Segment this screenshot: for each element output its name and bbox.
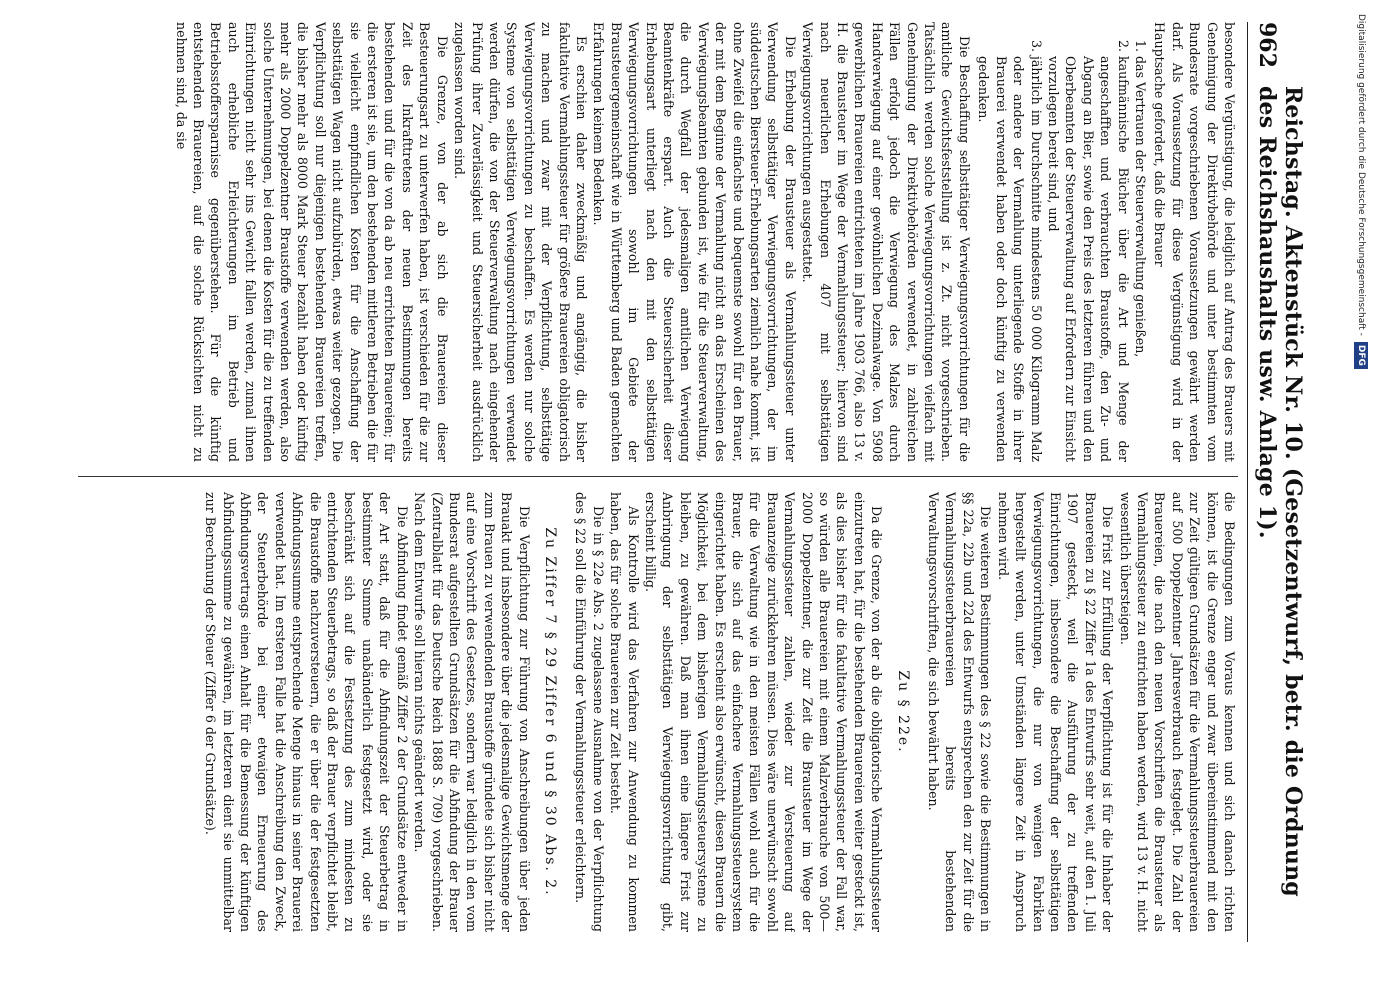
paragraph: besondere Vergünstigung, die lediglich auf Antrag des Brauers mit Genehmigung der Direktivbehörde und unter bestimmten vom Bundesrate vorgeschriebenen Voraussetzungen gewährt werden darf. Als Voraussetzung für diese Vergünstigung wird in der Hauptsache gefordert, daß die Brauer	[1152, 22, 1237, 462]
digitization-note-text	[1352, 14, 1370, 634]
list-item: 3. jährlich im Durchschnitte mindestens 50 000 Kilogramm Malz oder andere der Vermahlung unterliegende Stoffe in ihrer Brauerei verwendet haben oder doch künftig zu verwenden gedenken.	[975, 56, 1045, 462]
paragraph: Die weiteren Bestimmungen des § 22 sowie die Bestimmungen in §§ 22a, 22b und 22d des Entwurfs entsprechen den zur Zeit für die Vermahlungssteuerbrauereien bereits bestehenden Verwaltungsvorschriften, die sich bewährt haben.	[926, 492, 994, 932]
requirements-list	[975, 22, 1149, 462]
page-number: 962	[1254, 22, 1280, 68]
section-heading: Zu Ziffer 7 § 29 Ziffer 6 und § 30 Abs. 2.	[541, 527, 558, 897]
paragraph: Da die Grenze, von der ab die obligatorische Vermahlungssteuer einzutreten hat, für die bestehenden Brauereien weiter gesteckt ist, als dies bisher für die fakultative Vermahlungssteuer der Fall war, so würden alle Brauereien mit einem Malzverbrauche von 500—2000 Doppelzentner, die zur Zeit die Brausteuer im Wege der Vermahlungssteuer zahlen, wieder zur Versteuerung auf Brauanzeige zurückkehren müssen. Dies wäre unerwünscht sowohl für die Verwaltung wie in den meisten Fällen wohl auch für die Brauer, die sich auf das einfachere Vermahlungssteuersystem eingerichtet haben. Es erscheint also erwünscht, diesen Brauern die Möglichkeit, bei dem bisherigen Vermahlungssteuersysteme zu bleiben, zu gewähren. Daß man ihnen eine längere Frist zur Anbringung der selbsttätigen Verwiegungsvorrichtung gibt, erscheint billig.	[643, 492, 885, 932]
funding-credit: Digitalisierung gefördert durch die Deutsche Forschungsgemeinschaft -	[1356, 14, 1366, 336]
section-heading: Zu § 22e.	[894, 670, 911, 754]
paragraph: Die Verpflichtung zur Führung von Anschreibungen über jeden Brauakt und insbesondere über die jedesmalige Gewichtsmenge der zum Brauen zu verwendenden Braustoffe gründete sich bisher nicht auf eine Vorschrift des Gesetzes, sondern war lediglich in den vom Bundesrat aufgestellten Grundsätzen für die Abfindung der Brauer (Zentralblatt für das Deutsche Reich 1888 S. 709) vorgeschrieben. Nach dem Entwurfe soll hieran nichts geändert werden.	[412, 492, 532, 932]
running-title: Reichstag. Aktenstück Nr. 10. (Gesetzentwurf, betr. die Ordnung des Reichshaushalts usw. Anlage 1).	[1254, 85, 1306, 897]
paragraph: Die in § 22e Abs. 2 zugelassene Ausnahme von der Verpflichtung des § 22 soll die Einführung der Vermahlungssteuer erleichtern.	[573, 492, 606, 932]
dfg-logo: DFG	[1354, 342, 1368, 369]
paragraph: Die Frist zur Erfüllung der Verpflichtung ist für die Inhaber der Brauereien zu § 22 Ziffer 1a des Entwurfs sehr weit, auf den 1. Juli 1907 gesteckt, weil die Ausführung der zu treffenden Einrichtungen, insbesondere die Beschaffung der selbsttätigen Verwiegungsvorrichtungen, die nur von wenigen Fabriken hergestellt werden, unter Umständen längere Zeit in Anspruch nehmen wird.	[995, 492, 1116, 932]
paragraph: Die Abfindung findet gemäß Ziffer 2 der Grundsätze entweder in der Art statt, daß für die Abfindungszeit der Steuerbetrag in bestimmter Summe unabänderlich festgesetzt wird, oder sie beschränkt sich auf die Festsetzung des zum mindesten zu entrichtenden Steuerbetrags, so daß der Brauer verpflichtet bleibt, die Braustoffe nachzuversteuern, die er über die der festgesetzten Abfindungssumme entsprechende Menge hinaus in seiner Brauerei verwendet hat. Im ersteren Falle hat die Anschreibung den Zweck, der Steuerbehörde bei einer etwaigen Erneuerung des Abfindungsvertrags einen Anhalt für die Bemessung der künftigen Abfindungssumme zu gewähren, im letzteren dient sie unmittelbar zur Berechnung der Steuer (Ziffer 6 der Grundsätze).	[203, 492, 410, 932]
right-column	[68, 492, 1238, 932]
rotated-page	[64, 22, 1306, 942]
paragraph: Die Beschaffung selbsttätiger Verwiegungsvorrichtungen für die amtliche Gewichtsfeststellung ist z. Zt. nicht vorgeschrieben. Tatsächlich werden solche Verwiegungsvorrichtungen vielfach mit Genehmigung der Direktivbehörden verwendet, in zahlreichen Fällen erfolgt jedoch die Verwiegung des Malzes durch Handverwiegung auf einer gewöhnlichen Dezimalwage. Von 5908 gewerblichen Brauereien entrichteten im Jahre 1903 766, also 13 v. H. die Brausteuer im Wege der Vermahlungssteuer; hiervon sind nach neuerlichen Erhebungen 407 mit selbsttätigen Verwiegungsvorrichtungen ausgestattet.	[800, 22, 972, 462]
list-item: 2. kaufmännische Bücher über die Art und Menge der angeschafften und verbrauchten Braustoffe, den Zu- und Abgang an Bier, sowie den Preis des letzteren führen und den Oberbeamten der Steuerverwaltung auf Erfordern zur Einsicht vorzulegen bereit sind, und	[1045, 56, 1132, 462]
list-item: 1. das Vertrauen der Steuerverwaltung genießen,	[1132, 56, 1149, 462]
column-divider	[78, 476, 1238, 477]
left-column	[68, 22, 1238, 462]
page-header	[1247, 22, 1306, 942]
paragraph: Als Kontrolle wird das Verfahren zur Anwendung zu kommen haben, das für solche Brauereien zur Zeit besteht.	[608, 492, 641, 932]
paragraph: Die Erhebung der Brausteuer als Vermahlungssteuer unter Verwendung selbsttätiger Verwiegungsvorrichtungen, der im süddeutschen Biersteuer-Erhebungsarten ziemlich nahe kommt, ist ohne Zweifel die einfachste und bequemste sowohl für den Brauer, der mit dem Beginne der Vermahlung nicht an das Erscheinen des Verwiegungsbeamten gebunden ist, wie für die Steuerverwaltung, die durch Wegfall der jedesmaligen amtlichen Verwiegung Beamtenkräfte erspart. Auch die Steuersicherheit dieser Erhebungsart unterliegt nach den mit den selbsttätigen Verwiegungsvorrichtungen sowohl im Gebiete der Brausteuergemeinschaft wie in Württemberg und Baden gemachten Erfahrungen keinem Bedenken.	[591, 22, 798, 462]
digitization-note	[1356, 14, 1374, 634]
paragraph: die Bedingungen zum Voraus kennen und sich danach richten können, ist die Grenze enger und zwar übereinstimmend mit den zur Zeit gültigen Grundsätzen für die Vermahlungssteuerbrauereien auf 500 Doppelzentner Jahresverbrauch festgelegt. Die Zahl der Brauereien, die nach den neuen Vorschriften die Brausteuer als Vermahlungssteuer zu entrichten haben werden, wird 13 v. H. nicht wesentlich übersteigen.	[1117, 492, 1237, 932]
paragraph: Die Grenze, von der ab sich die Brauereien dieser Besteuerungsart zu unterwerfen haben, ist verschieden für die zur Zeit des Inkrafttretens der neuen Bestimmungen bereits bestehenden und für die von da ab neu errichteten Brauereien; für die ersteren ist sie, um den bestehenden mittleren Betrieben die für sie vielleicht empfindlichen Kosten für die Anschaffung der selbsttätigen Wagen nicht aufzubürden, etwas weiter gezogen. Die Verpflichtung soll nur diejenigen bestehenden Brauereien treffen, die bisher mehr als 8000 Mark Steuer bezahlt haben oder künftig mehr als 2000 Doppelzentner Braustoffe verwenden werden, also solche Unternehmungen, bei denen die Kosten für die zu treffenden Einrichtungen nicht sehr ins Gewicht fallen werden, zumal ihnen auch erhebliche Erleichterungen im Betrieb und Betriebsstoffersparnisse gegenüberstehen. Für die künftig entstehenden Brauereien, auf die solche Rücksichten nicht zu nehmen sind, da sie	[173, 22, 450, 462]
paragraph: Es erschien daher zweckmäßig und angängig, die bisher fakultative Vermahlungssteuer für größere Brauereien obligatorisch zu machen und zwar mit der Verpflichtung, selbsttätige Verwiegungsvorrichtungen zu beschaffen. Es werden nur solche Systeme von selbsttätigen Verwiegungsvorrichtungen verwendet werden dürfen, die von der Steuerverwaltung nach eingehender Prüfung ihrer Zuverlässigkeit und Steuersicherheit ausdrücklich zugelassen worden sind.	[452, 22, 589, 462]
